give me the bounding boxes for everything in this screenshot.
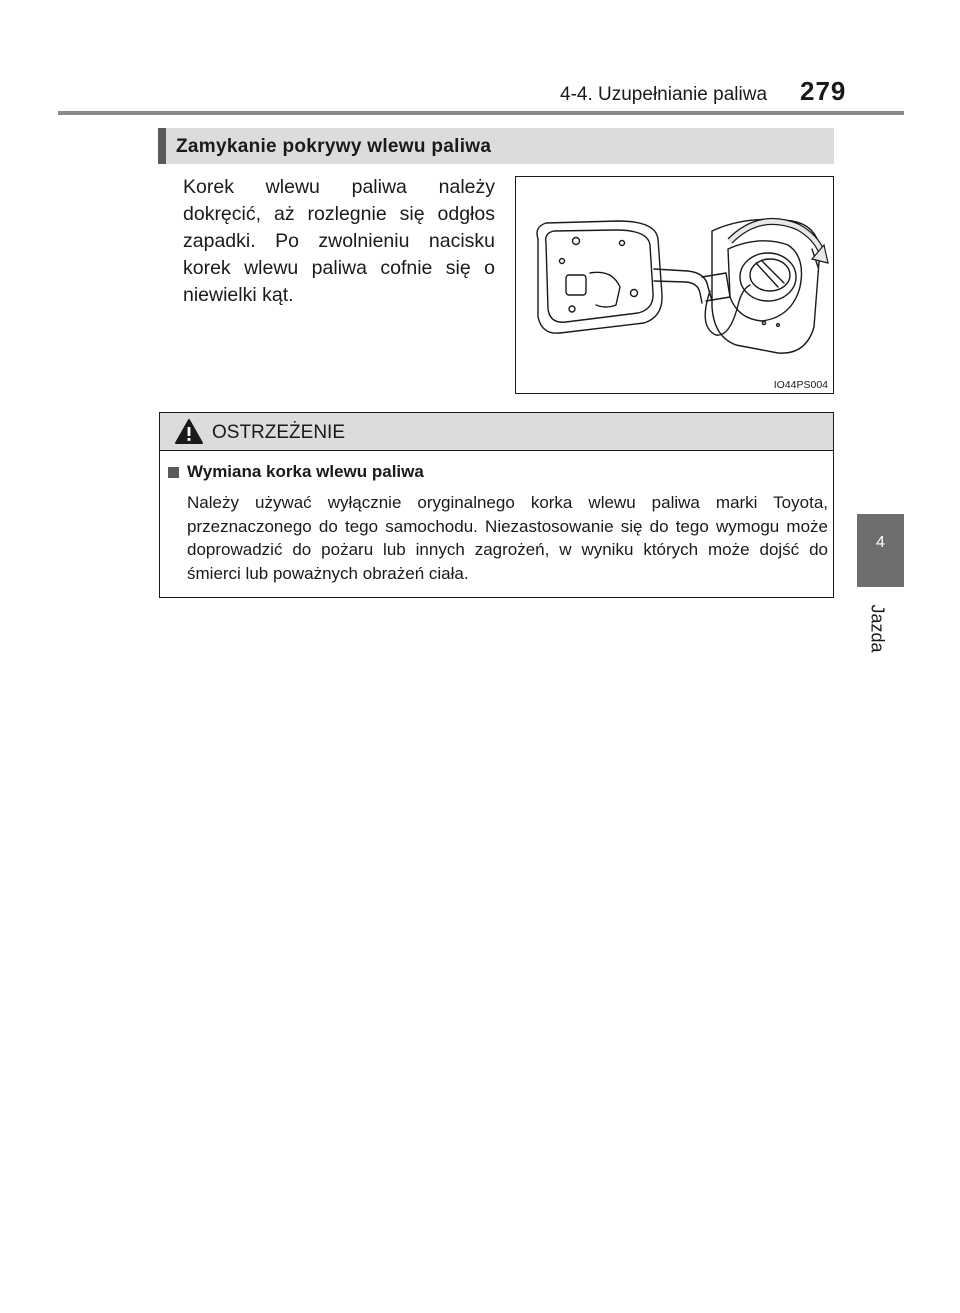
figure-code: IO44PS004 xyxy=(773,379,828,391)
chapter-label: Jazda xyxy=(867,604,888,653)
section-heading-bar xyxy=(158,128,834,164)
warning-box xyxy=(159,412,834,598)
page-number: 279 xyxy=(800,76,847,106)
header-divider xyxy=(58,111,904,115)
warning-text: Należy używać wyłącznie oryginalnego korka wlewu paliwa marki Toyota, przeznaczonego do tego samochodu. Niezastosowanie się do tego wymogu może doprowadzić do pożaru lub innych zagrożeń, w wyniku których może dojść do śmierci lub poważnych obrażeń ciała. xyxy=(187,493,828,583)
header-section-title: 4-4. Uzupełnianie paliwa xyxy=(560,84,768,105)
warning-subtitle: Wymiana korka wlewu paliwa xyxy=(187,462,424,481)
chapter-label-container xyxy=(867,600,893,660)
section-heading-accent xyxy=(158,128,166,164)
chapter-tab xyxy=(857,514,904,587)
fuel-door-drawing xyxy=(516,177,833,393)
warning-header xyxy=(160,413,833,451)
chapter-number: 4 xyxy=(876,534,885,551)
section-title: Zamykanie pokrywy wlewu paliwa xyxy=(176,136,492,157)
fuel-cap-illustration xyxy=(515,176,834,394)
section-body-text: Korek wlewu paliwa należy dokręcić, aż rozlegnie się odgłos zapadki. Po zwolnieniu nacisku korek wlewu paliwa cofnie się o niewielki kąt. xyxy=(183,176,495,306)
warning-title: OSTRZEŻENIE xyxy=(212,422,346,443)
warning-triangle-icon xyxy=(174,418,204,445)
bullet-square-icon xyxy=(168,467,179,478)
